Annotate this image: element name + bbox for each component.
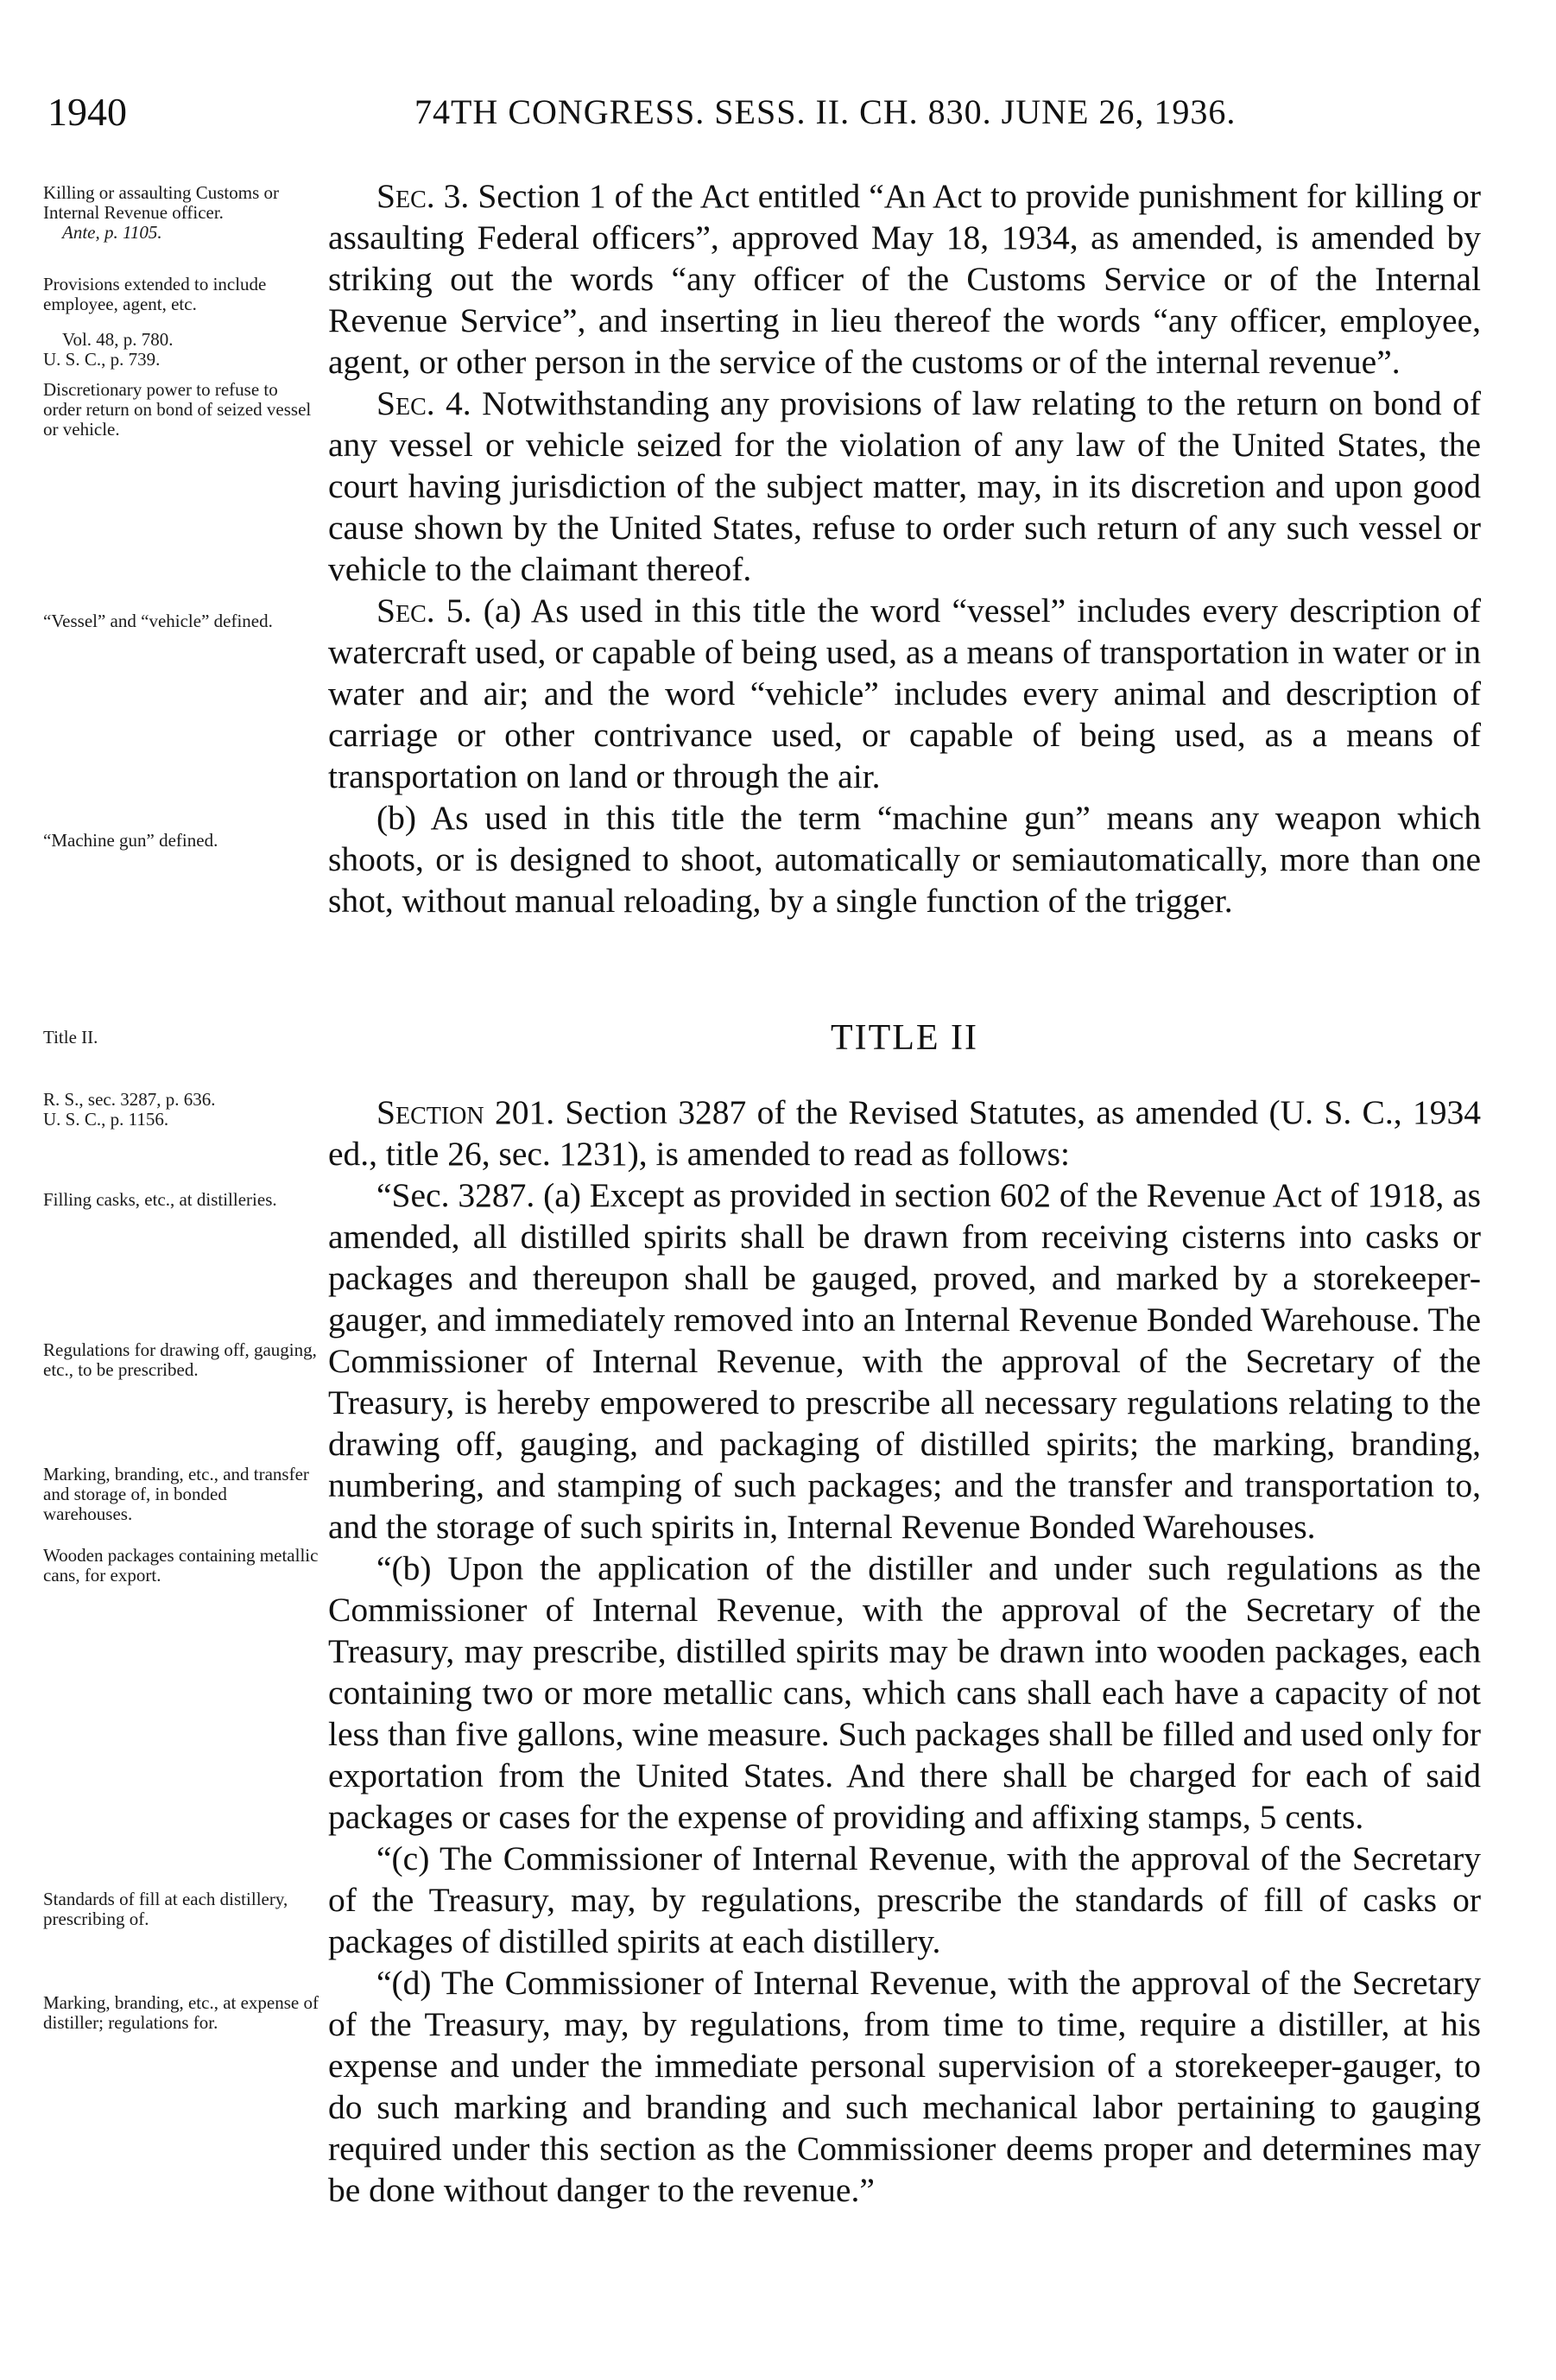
section-label: Sec. 4. xyxy=(376,384,471,422)
margin-note-filling-casks: Filling casks, etc., at distilleries. xyxy=(43,1189,277,1210)
margin-note-machine-gun: “Machine gun” defined. xyxy=(43,830,218,851)
paragraph-c: “(c) The Commissioner of Internal Revenue, with the approval of the Secretary of the Treasury, may, by regulations, prescribe the standards of fill of casks or packages of distilled spirits at each distillery. xyxy=(328,1839,1481,1960)
margin-note-rs-sec xyxy=(43,1090,319,1130)
section-5b: (b) As used in this title the term “machine gun” means any weapon which shoots, or is designed to shoot, automatically or semiautomatically, more than one shot, without manual reloading, by a single function of the trigger. xyxy=(328,799,1481,920)
margin-note-standards-fill: Standards of fill at each distillery, prescribing of. xyxy=(43,1889,288,1929)
paragraph-b: “(b) Upon the application of the distiller and under such regulations as the Commissioner of Internal Revenue, with the approval of the Secretary of the Treasury, may prescribe, distilled spirits may be drawn into wooden packages, each containing two or more metallic cans, which cans shall each have a capacity of not less than five gallons, wine measure. Such packages shall be filled and used only for exportation from the United States. And there shall be charged for each of said packages or cases for the expense of providing and affixing stamps, 5 cents. xyxy=(328,1549,1481,1836)
section-201 xyxy=(328,1092,1481,1174)
margin-note-marking-storage: Marking, branding, etc., and transfer and storage of, in bonded warehouses. xyxy=(43,1464,309,1524)
margin-note-vol48 xyxy=(43,330,319,370)
section-3 xyxy=(328,175,1481,383)
margin-note-title-ii: Title II. xyxy=(43,1027,98,1048)
paragraph-d: “(d) The Commissioner of Internal Revenue, with the approval of the Secretary of the Treasury, may, by regulations, from time to time, require a distiller, at his expense and under the immediate personal supervision of a storekeeper-gauger, to do such marking and branding and such mechanical labor pertaining to gauging required under this section as the Commissioner deems proper and determines may be done without danger to the revenue.” xyxy=(328,1964,1481,2209)
section-4 xyxy=(328,383,1481,590)
margin-note-vessel-vehicle: “Vessel” and “vehicle” defined. xyxy=(43,611,273,631)
margin-note-citation: Vol. 48, p. 780. xyxy=(62,329,174,350)
section-label: Sec. 5. xyxy=(376,592,472,630)
main-text-title-ii xyxy=(328,1092,1481,2211)
margin-note-citation: Ante, p. 1105. xyxy=(62,222,162,243)
main-text-title-i xyxy=(328,175,1481,921)
section-label: Section xyxy=(376,1093,484,1131)
margin-note-citation: U. S. C., p. 1156. xyxy=(43,1109,169,1130)
margin-note-text: Killing or assaulting Customs or Internal Revenue officer. xyxy=(43,182,279,223)
margin-note-killing xyxy=(43,183,319,243)
title-ii-heading: TITLE II xyxy=(830,1018,979,1058)
section-text: 201. Section 3287 of the Revised Statutes, as amended (U. S. C., 1934 ed., title 26, sec. 1231), is amended to read as follows: xyxy=(328,1093,1481,1173)
section-text: Section 1 of the Act entitled “An Act to provide punishment for killing or assaulting Federal officers”, approved May 18, 1934, as amended, is amended by striking out the words “any officer of the Customs Service or of the Internal Revenue Service”, and inserting in lieu thereof the words “any officer, employee, agent, or other person in the service of the customs or of the internal revenue”. xyxy=(328,177,1482,381)
section-text: Notwithstanding any provisions of law relating to the return on bond of any vessel or vehicle seized for the violation of any law of the United States, the court having jurisdiction of the subject matter, may, in its discretion and upon good cause shown by the United States, refuse to order such return of any such vessel or vehicle to the claimant thereof. xyxy=(328,384,1482,588)
running-head: 74TH CONGRESS. SESS. II. CH. 830. JUNE 26, 1936. xyxy=(414,92,1237,131)
margin-note-citation: R. S., sec. 3287, p. 636. xyxy=(43,1089,216,1110)
margin-note-wooden-packages: Wooden packages containing metallic cans, for export. xyxy=(43,1545,319,1586)
page-header xyxy=(47,86,1472,138)
margin-note-marking-expense: Marking, branding, etc., at expense of distiller; regulations for. xyxy=(43,1992,319,2033)
margin-note-discretionary: Discretionary power to refuse to order return on bond of seized vessel or vehicle. xyxy=(43,379,312,440)
margin-note-regulations: Regulations for drawing off, gauging, etc., to be prescribed. xyxy=(43,1339,317,1380)
margin-note-provisions: Provisions extended to include employee, agent, etc. xyxy=(43,274,267,314)
page-number: 1940 xyxy=(47,90,127,134)
section-5a xyxy=(328,590,1481,797)
paragraph-a: “Sec. 3287. (a) Except as provided in section 602 of the Revenue Act of 1918, as amended, all distilled spirits shall be drawn from receiving cisterns into casks or packages and thereupon shall be gauged, proved, and marked by a storekeeper-gauger, and immediately removed into an Internal Revenue Bonded Warehouse. The Commissioner of Internal Revenue, with the approval of the Secretary of the Treasury, is hereby empowered to prescribe all necessary regulations relating to the drawing off, gauging, and packaging of distilled spirits; the marking, branding, numbering, and stamping of such packages; and the transfer and transportation to, and the storage of such spirits in, Internal Revenue Bonded Warehouses. xyxy=(328,1176,1482,1546)
margin-note-citation: U. S. C., p. 739. xyxy=(43,349,161,370)
section-label: Sec. 3. xyxy=(376,177,470,215)
section-text: (a) As used in this title the word “vessel” includes every description of watercraft used, or capable of being used, as a means of transportation in water or in water and air; and the word “vehicle” includes every animal and description of carriage or other contrivance used, or capable of being used, as a means of transportation on land or through the air. xyxy=(328,592,1481,795)
